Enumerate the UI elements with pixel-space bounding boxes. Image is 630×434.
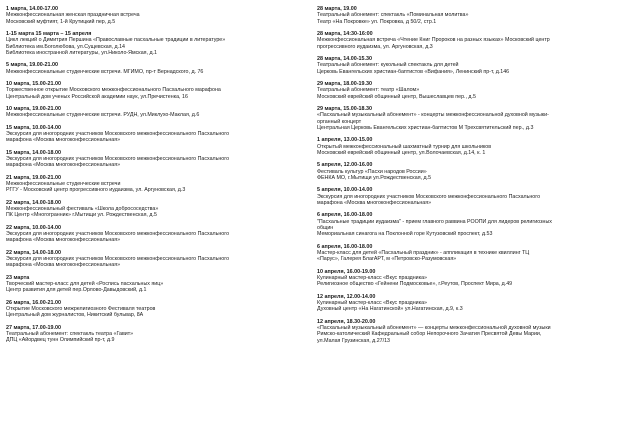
event-description-line: ПК Центр «Многогранник» г.Мытищи ул. Рождественская, д.5: [6, 212, 157, 219]
event-description-line: ДПЦ «Айордвец тунн Олимпийский пр-т, д.9: [6, 337, 115, 344]
event-entry: [6, 106, 311, 119]
event-entry: [317, 162, 627, 181]
event-description-line: «Пасхальный музыкальный абонемент» - концерты межконфессиональной духовной музыки-: [317, 112, 549, 119]
event-date: 22 марта, 14.00-18.00: [6, 249, 62, 256]
event-description-line: марафона «Москва многоконфессиональная»: [317, 200, 432, 206]
event-description-line: Экскурсия для иногородних участников Московского межконфессионального Пасхального: [6, 131, 230, 138]
event-entry: [317, 106, 627, 131]
event-description-line: Центральный дом ученых Российской академии наук, ул.Пречистенка, 16: [6, 93, 188, 100]
event-entry: [6, 81, 311, 100]
event-entry: [6, 175, 311, 194]
event-description-line: марафона «Москва многоконфессиональная»: [6, 237, 121, 244]
event-date: 5 марта, 19.00-21.00: [6, 62, 59, 69]
event-entry: [317, 319, 627, 344]
event-description-line: Театр «На Покровке» ул. Покровка, д 50/2, стр.1: [317, 18, 437, 25]
event-date: 29 марта, 15.00-18.30: [317, 106, 373, 112]
event-date: 26 марта, 16.00-21.00: [6, 299, 62, 306]
event-entry: [317, 31, 627, 50]
event-date: 5 апреля, 12.00-16.00: [317, 162, 373, 169]
event-date: 28 марта, 14.00-15.30: [317, 56, 373, 62]
event-entry: [317, 137, 627, 156]
event-entry: [6, 300, 311, 319]
event-description-line: Творческий мастер-класс для детей «Роспись пасхальных яиц»: [6, 281, 164, 288]
event-date: 23 марта: [6, 274, 30, 281]
event-description-line: марафона «Москва многоконфессиональная»: [6, 162, 121, 169]
event-date: 1-15 марта 15 марта – 15 апреля: [6, 31, 92, 37]
event-description-line: "Пасхальные традиции иудаизма" - прием главного раввина РООПИ для лидеров религиозных: [317, 218, 552, 225]
event-description-line: Межконфессиональный фестиваль «Школа добрососедства»: [6, 206, 159, 213]
event-date: 12 апреля, 12.00-14.00: [317, 293, 376, 300]
event-description-line: Церковь Евангельских христиан-баптистов «Вифания», Ленинский пр-т, д.146: [317, 68, 510, 75]
event-description-line: ул.Малая Грузинская, д.27/13: [317, 337, 390, 344]
event-description-line: Экскурсия для иногородних участников Московского межконфессионального Пасхального: [317, 193, 541, 200]
event-description-line: Центральная Церковь Евангельских христиан-баптистов М Трехсвятительский пер., д.3: [317, 125, 534, 131]
event-date: 1 апреля, 13.00-15.00: [317, 137, 373, 144]
event-description-line: Римско-католический Кафедральный собор Непорочного Зачатия Пресвятой Девы Марии,: [317, 331, 542, 338]
event-date: 6 апреля, 16.00-18.00: [317, 212, 373, 219]
event-date: 10 марта, 15.00-21.00: [6, 81, 62, 87]
event-date: 22 марта, 10.00-14.00: [6, 224, 62, 231]
event-date: 15 марта, 10.00-14.00: [6, 124, 62, 131]
event-date: 10 марта, 19.00-21.00: [6, 106, 62, 112]
event-description-line: Межконфессиональные студенческие встречи. МГИМО, пр-т Вернадского, д. 76: [6, 68, 204, 75]
event-entry: [6, 31, 311, 56]
event-description-line: «Пасхальный музыкальный абонемент» — концерты межконфессиональной духовной музыки: [317, 325, 551, 331]
event-date: 6 апреля, 16.00-18.00: [317, 243, 373, 250]
event-date: 10 апреля, 16.00-19.00: [317, 268, 376, 275]
event-date: 12 апреля, 18.30-20.00: [317, 318, 376, 325]
event-date: 1 марта, 14.00-17.00: [6, 6, 59, 12]
event-description-line: Межконфессиональные студенческие встречи. РУДН, ул.Миклухо-Маклая, д.6: [6, 112, 200, 119]
event-description-line: Цикл лекций о Димитрия Першина «Православные пасхальные традиции в литературе»: [6, 37, 226, 44]
schedule-column-left: [6, 6, 311, 434]
event-entry: [317, 294, 627, 313]
event-description-line: Межконфессиональные студенческие встречи: [6, 181, 121, 188]
event-description-line: РГГУ - Московский центр прогрессивного иудаизма, ул. Аргуновская, д.3: [6, 187, 186, 194]
event-date: 28 марта, 19.00: [317, 6, 357, 12]
event-date: 21 марта, 19.00-21.00: [6, 174, 62, 181]
event-description-line: Театральный абонемент: кукольный спектакль для детей: [317, 62, 459, 69]
event-description-line: Межконфессиональная встреча «Чтение Книг Пророков на разных языках» Московский центр: [317, 37, 550, 44]
event-description-line: Центральный дом журналистов, Никитский бульвар, 8А: [6, 312, 144, 319]
event-description-line: Театральный абонемент: спектакль «Поминальная молитва»: [317, 12, 469, 19]
event-description-line: Мастер-класс для детей «Пасхальный праздник» - аппликация в технике квиллинг ТЦ: [317, 250, 530, 256]
event-description-line: Межконфессиональная женская праздничная встреча: [6, 12, 140, 19]
event-description-line: Московский еврейский общинный центр, ул.Волочаевская, д.14, к. 1: [317, 150, 486, 156]
event-description-line: Мемориальная синагога на Поклонной горе Кутузовский проспект, д.53: [317, 231, 493, 238]
schedule-column-right: [317, 6, 627, 434]
event-entry: [317, 6, 627, 25]
event-entry: [6, 225, 311, 244]
event-date: 28 марта, 14:30-16:00: [317, 31, 373, 37]
event-description-line: ФЕНКА МО, г.Мытищи ул.Рождественская, д.5: [317, 175, 432, 181]
event-description-line: марафона «Москва многоконфессиональная»: [6, 262, 121, 269]
event-description-line: Экскурсия для иногородних участников Московского межконфессионального Пасхального: [6, 256, 230, 263]
event-entry: [6, 62, 311, 75]
event-entry: [6, 6, 311, 25]
event-description-line: Экскурсия для иногородних участников Московского межконфессионального Пасхального: [6, 231, 230, 238]
event-description-line: Духовный центр «На Нагатинской» ул.Нагатинская, д.9, к.3: [317, 306, 463, 313]
event-entry: [317, 244, 627, 263]
event-description-line: Торжественное открытие Московского межконфессионального Пасхального марафона: [6, 87, 221, 94]
event-entry: [6, 275, 311, 294]
event-entry: [317, 269, 627, 288]
event-description-line: Кулинарный мастер-класс «Вкус праздника»: [317, 275, 427, 281]
event-description-line: Экскурсия для иногородних участников Московского межконфессионального Пасхального: [6, 156, 230, 163]
event-description-line: Центр развития для детей пер.Орлово-Давыдовский, д.1: [6, 287, 147, 294]
event-description-line: Религиозное общество «Гейнени Подмосковье», г.Реутов, Проспект Мира, д.49: [317, 281, 513, 288]
event-description-line: Театральный абонемент: спектакль театра «Гавит»: [6, 331, 134, 338]
event-entry: [317, 187, 627, 206]
event-description-line: Фестиваль культур «Пасхи народов России»: [317, 168, 427, 175]
event-date: 27 марта, 17.00-19.00: [6, 324, 62, 331]
event-description-line: «Парус», Галерея БлагАРТ, м «Петровско-Разумовская»: [317, 256, 457, 263]
event-entry: [317, 212, 627, 237]
event-description-line: Открытие Московского межрелигиозного Фестиваля театров: [6, 306, 156, 313]
event-description-line: Московский еврейский общинный центр, Вышеславцев пер., д.5: [317, 93, 476, 100]
event-entry: [6, 250, 311, 269]
event-date: 22 марта, 14.00-18.00: [6, 199, 62, 206]
event-description-line: Московский муфтият, 1-й Крутицкий пер, д.5: [6, 18, 116, 25]
event-entry: [6, 150, 311, 169]
event-description-line: общин: [317, 225, 334, 231]
event-description-line: Театральный абонемент: театр «Шалом»: [317, 87, 420, 94]
event-description-line: марафона «Москва многоконфессиональная»: [6, 137, 121, 144]
event-date: 29 марта, 18.00-19.30: [317, 81, 373, 87]
event-entry: [317, 81, 627, 100]
event-entry: [6, 125, 311, 144]
event-date: 5 апреля, 10.00-14.00: [317, 187, 373, 194]
event-entry: [6, 200, 311, 219]
event-entry: [317, 56, 627, 75]
event-description-line: органный концерт: [317, 118, 362, 125]
event-description-line: Библиотека иностранной литературы, ул.Николо-Ямская, д.1: [6, 50, 157, 56]
event-description-line: Библиотека им.Боголюбова, ул.Сущевская, д.14: [6, 43, 125, 50]
event-description-line: прогрессивного иудаизма, ул. Аргуновская, д.3: [317, 43, 433, 50]
event-description-line: Кулинарный мастер-класс «Вкус праздника»: [317, 300, 427, 306]
event-date: 15 марта, 14.00-18.00: [6, 149, 62, 156]
event-description-line: Открытый межконфессиональный шахматный турнир для школьников: [317, 143, 492, 150]
event-entry: [6, 325, 311, 344]
